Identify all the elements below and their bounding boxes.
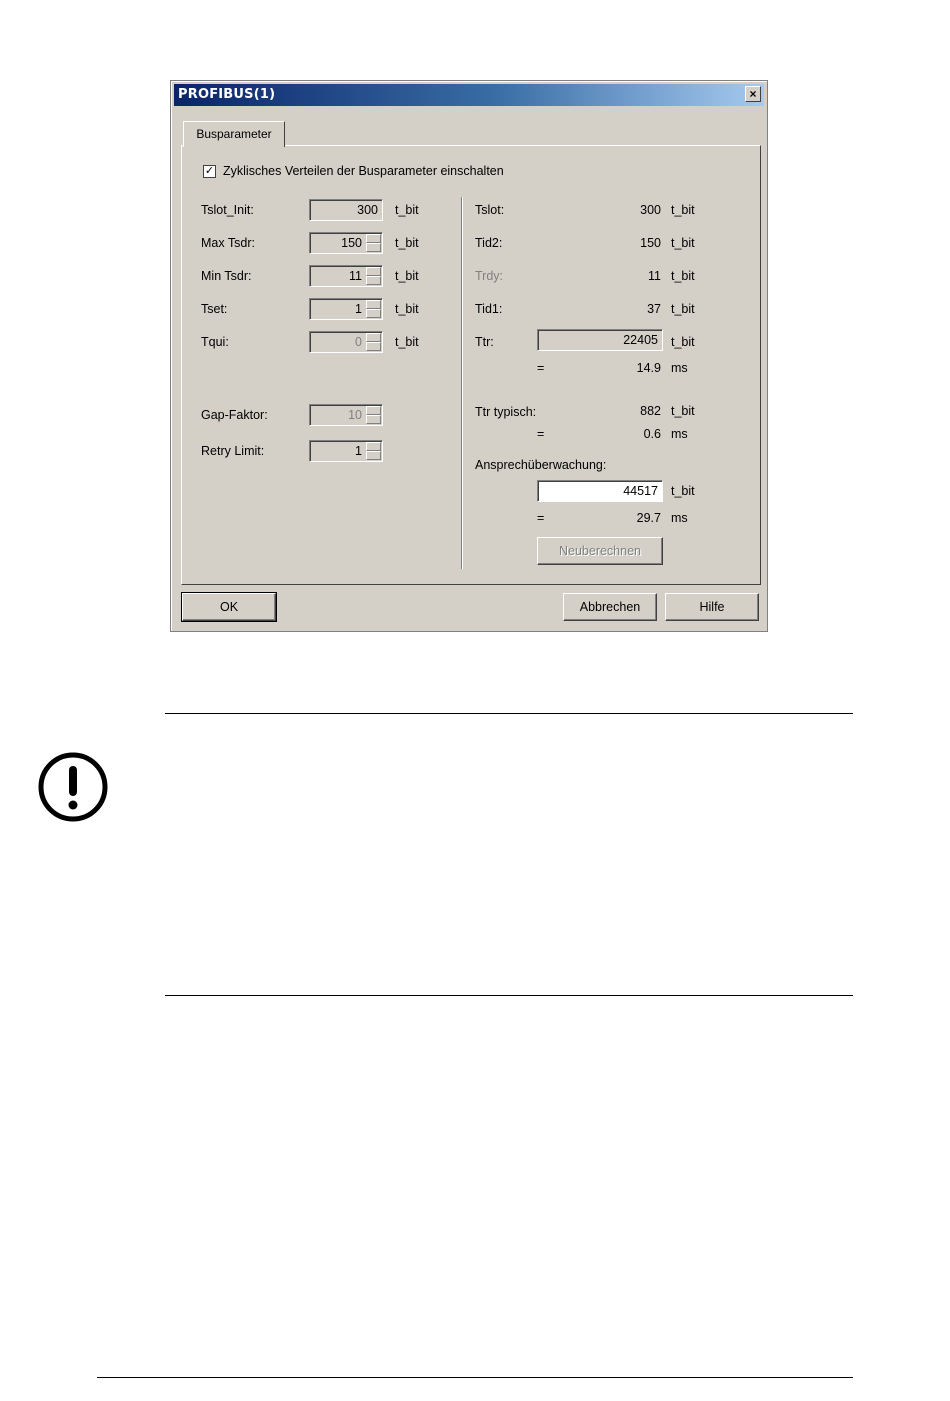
ok-button[interactable] <box>182 593 276 621</box>
recalculate-label: Neuberechnen <box>558 544 641 558</box>
cyclic-distribution-checkbox[interactable] <box>203 165 216 178</box>
trdy-value: 11 <box>648 269 661 283</box>
tslot-value: 300 <box>640 203 661 217</box>
window-title: PROFIBUS(1) <box>178 87 276 102</box>
spin-up-icon[interactable] <box>366 333 381 342</box>
ttr-typisch-label: Ttr typisch: <box>475 405 537 419</box>
column-divider <box>461 197 463 569</box>
gap-faktor-label: Gap-Faktor: <box>201 408 268 422</box>
ansprech-field[interactable] <box>537 480 663 502</box>
max-tsdr-spinbox[interactable] <box>309 232 383 254</box>
trdy-label: Trdy: <box>475 269 504 283</box>
tab-label: Busparameter <box>196 127 272 141</box>
ttr-approx: = <box>537 361 545 375</box>
retry-limit-label: Retry Limit: <box>201 444 265 458</box>
title-bar[interactable] <box>174 84 764 106</box>
close-icon: × <box>749 87 757 101</box>
tqui-spin-buttons[interactable] <box>366 333 381 351</box>
tslot-unit: t_bit <box>671 203 695 217</box>
spin-up-icon[interactable] <box>366 442 381 451</box>
tset-spinbox[interactable] <box>309 298 383 320</box>
min-tsdr-spinbox[interactable] <box>309 265 383 287</box>
spin-down-icon[interactable] <box>366 415 381 424</box>
gap-faktor-spinbox[interactable] <box>309 404 383 426</box>
footer-rule <box>97 1377 853 1378</box>
tid1-value: 37 <box>647 302 661 316</box>
help-button[interactable] <box>665 593 759 621</box>
cancel-label: Abbrechen <box>579 600 641 614</box>
close-button[interactable] <box>745 86 761 102</box>
ttr-ms-value: 14.9 <box>636 361 661 375</box>
tset-label: Tset: <box>201 302 228 316</box>
gap-faktor-spin-buttons[interactable] <box>366 406 381 424</box>
tab-busparameter[interactable] <box>183 121 285 147</box>
max-tsdr-unit: t_bit <box>395 236 419 250</box>
ansprech-unit: t_bit <box>671 484 695 498</box>
spin-up-icon[interactable] <box>366 300 381 309</box>
spin-down-icon[interactable] <box>366 342 381 351</box>
ttr-label: Ttr: <box>475 335 494 349</box>
notice-top-rule <box>165 713 853 714</box>
ttr-typisch-approx: = <box>537 427 545 441</box>
notice-bottom-rule <box>165 995 853 996</box>
tslot-init-label: Tslot_Init: <box>201 203 254 217</box>
ttr-value: 22405 <box>623 333 658 347</box>
tid1-label: Tid1: <box>475 302 503 316</box>
tqui-unit: t_bit <box>395 335 419 349</box>
max-tsdr-value: 150 <box>341 236 362 250</box>
min-tsdr-label: Min Tsdr: <box>201 269 252 283</box>
spin-up-icon[interactable] <box>366 234 381 243</box>
profibus-dialog <box>170 80 768 632</box>
ttr-typisch-value: 882 <box>640 404 661 418</box>
cyclic-distribution-label: Zyklisches Verteilen der Busparameter einschalten <box>223 164 504 178</box>
max-tsdr-spin-buttons[interactable] <box>366 234 381 252</box>
tid1-unit: t_bit <box>671 302 695 316</box>
retry-limit-value: 1 <box>355 444 362 458</box>
spin-up-icon[interactable] <box>366 267 381 276</box>
tid2-unit: t_bit <box>671 236 695 250</box>
spin-down-icon[interactable] <box>366 451 381 460</box>
retry-limit-spin-buttons[interactable] <box>366 442 381 460</box>
gap-faktor-value: 10 <box>348 408 362 422</box>
spin-down-icon[interactable] <box>366 309 381 318</box>
recalculate-button[interactable] <box>537 537 663 565</box>
min-tsdr-value: 11 <box>349 269 362 283</box>
cancel-button[interactable] <box>563 593 657 621</box>
ok-label: OK <box>219 600 239 614</box>
tid2-label: Tid2: <box>475 236 503 250</box>
tset-value: 1 <box>355 302 362 316</box>
exclamation-circle-icon <box>37 751 109 823</box>
ansprech-value: 44517 <box>623 484 658 498</box>
retry-limit-spinbox[interactable] <box>309 440 383 462</box>
max-tsdr-label: Max Tsdr: <box>201 236 255 250</box>
checkmark-icon: ✓ <box>204 165 215 177</box>
tslot-init-value: 300 <box>357 203 378 217</box>
ansprech-approx: = <box>537 511 545 525</box>
spin-up-icon[interactable] <box>366 406 381 415</box>
tqui-label: Tqui: <box>201 335 229 349</box>
tslot-init-input[interactable] <box>309 199 383 221</box>
ttr-typisch-ms-unit: ms <box>671 427 688 441</box>
tset-spin-buttons[interactable] <box>366 300 381 318</box>
ansprech-label: Ansprechüberwachung: <box>475 458 607 472</box>
min-tsdr-unit: t_bit <box>395 269 419 283</box>
ansprech-ms-unit: ms <box>671 511 688 525</box>
min-tsdr-spin-buttons[interactable] <box>366 267 381 285</box>
tqui-value: 0 <box>355 335 362 349</box>
ttr-typisch-ms-value: 0.6 <box>643 427 661 441</box>
tset-unit: t_bit <box>395 302 419 316</box>
tqui-spinbox[interactable] <box>309 331 383 353</box>
ttr-field[interactable] <box>537 329 663 351</box>
ttr-unit: t_bit <box>671 335 695 349</box>
ttr-ms-unit: ms <box>671 361 688 375</box>
spin-down-icon[interactable] <box>366 243 381 252</box>
ansprech-ms-value: 29.7 <box>636 511 661 525</box>
tid2-value: 150 <box>640 236 661 250</box>
help-label: Hilfe <box>699 600 725 614</box>
tslot-init-unit: t_bit <box>395 203 419 217</box>
tslot-label: Tslot: <box>475 203 505 217</box>
spin-down-icon[interactable] <box>366 276 381 285</box>
trdy-unit: t_bit <box>671 269 695 283</box>
ttr-typisch-unit: t_bit <box>671 404 695 418</box>
